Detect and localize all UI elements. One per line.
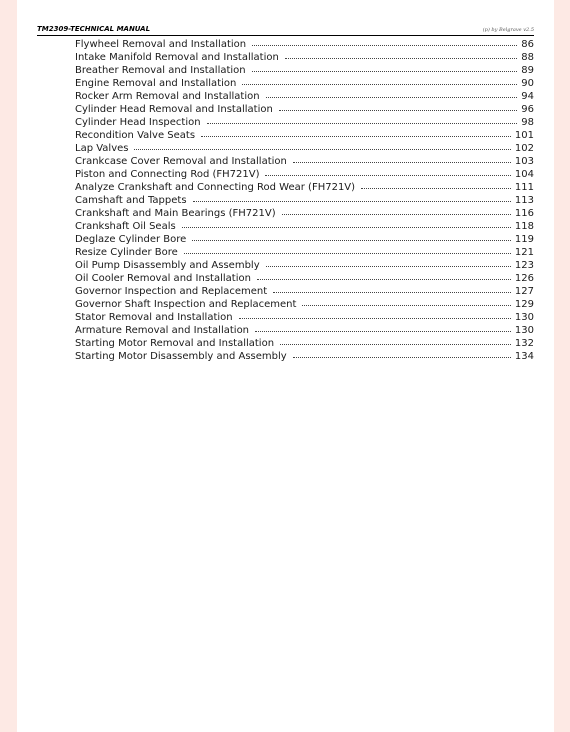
- dot-leader: [279, 101, 517, 111]
- dot-leader: [239, 309, 511, 319]
- toc-entry-title: Engine Removal and Installation: [75, 78, 237, 89]
- toc-entry-title: Governor Inspection and Replacement: [75, 286, 268, 297]
- toc-entry-page-number: 119: [514, 234, 534, 245]
- toc-entry-title: Intake Manifold Removal and Installation: [75, 52, 279, 63]
- toc-entry-page-number: 134: [514, 351, 534, 362]
- toc-entry-title: Analyze Crankshaft and Connecting Rod Wear (FH721V): [75, 182, 356, 193]
- dot-leader: [252, 62, 518, 72]
- toc-entry-page-number: 90: [521, 78, 534, 89]
- dot-leader: [255, 322, 511, 332]
- toc-entry-title: Oil Pump Disassembly and Assembly: [75, 260, 260, 271]
- toc-entry-title: Deglaze Cylinder Bore: [75, 234, 187, 245]
- toc-entry-page-number: 113: [514, 195, 534, 206]
- dot-leader: [280, 335, 511, 345]
- toc-entry-page-number: 121: [514, 247, 534, 258]
- toc-entry-page-number: 96: [521, 104, 534, 115]
- dot-leader: [273, 283, 511, 293]
- dot-leader: [193, 192, 511, 202]
- dot-leader: [293, 153, 511, 163]
- toc-entry-page-number: 127: [514, 286, 534, 297]
- dot-leader: [266, 257, 511, 267]
- toc-entry-title: Recondition Valve Seats: [75, 130, 196, 141]
- toc-entry-title: Breather Removal and Installation: [75, 65, 246, 76]
- dot-leader: [182, 218, 511, 228]
- dot-leader: [266, 88, 518, 98]
- toc-entry-page-number: 130: [514, 325, 534, 336]
- dot-leader: [201, 127, 511, 137]
- dot-leader: [257, 270, 511, 280]
- toc-entry-page-number: 123: [514, 260, 534, 271]
- toc-entry-page-number: 89: [521, 65, 534, 76]
- toc-entry-page-number: 88: [521, 52, 534, 63]
- toc-entry-page-number: 116: [514, 208, 534, 219]
- toc-entry-page-number: 132: [514, 338, 534, 349]
- toc-entry-title: Armature Removal and Installation: [75, 325, 250, 336]
- toc-entry-page-number: 103: [514, 156, 534, 167]
- toc-entry-page-number: 104: [514, 169, 534, 180]
- toc-entry-title: Cylinder Head Inspection: [75, 117, 201, 128]
- toc-entry-title: Crankshaft and Main Bearings (FH721V): [75, 208, 276, 219]
- toc-entry-title: Lap Valves: [75, 143, 129, 154]
- toc-entry-page-number: 98: [521, 117, 534, 128]
- dot-leader: [134, 140, 510, 150]
- dot-leader: [242, 75, 517, 85]
- toc-entry-page-number: 129: [514, 299, 534, 310]
- dot-leader: [252, 36, 517, 46]
- toc-entry-page-number: 111: [514, 182, 534, 193]
- toc-entry[interactable]: [75, 349, 534, 362]
- dot-leader: [207, 114, 518, 124]
- toc-entry-page-number: 101: [514, 130, 534, 141]
- toc-entry-title: Cylinder Head Removal and Installation: [75, 104, 273, 115]
- dot-leader: [285, 49, 517, 59]
- toc-entry-title: Piston and Connecting Rod (FH721V): [75, 169, 260, 180]
- toc-entry-page-number: 94: [521, 91, 534, 102]
- toc-entry-title: Crankshaft Oil Seals: [75, 221, 176, 232]
- toc-entry-title: Flywheel Removal and Installation: [75, 39, 247, 50]
- toc-entry-title: Resize Cylinder Bore: [75, 247, 178, 258]
- toc-entry-title: Starting Motor Removal and Installation: [75, 338, 275, 349]
- toc-entry-page-number: 86: [521, 39, 534, 50]
- table-of-contents: [75, 37, 534, 362]
- toc-entry-title: Governor Shaft Inspection and Replacement: [75, 299, 297, 310]
- toc-entry-page-number: 102: [514, 143, 534, 154]
- header-meta: (p) by Belgrave v2.5: [482, 27, 534, 33]
- toc-entry-page-number: 118: [514, 221, 534, 232]
- toc-entry-title: Oil Cooler Removal and Installation: [75, 273, 251, 284]
- toc-entry-page-number: 130: [514, 312, 534, 323]
- manual-page: [17, 0, 554, 732]
- toc-entry-title: Rocker Arm Removal and Installation: [75, 91, 260, 102]
- dot-leader: [265, 166, 510, 176]
- dot-leader: [302, 296, 511, 306]
- toc-entry-title: Crankcase Cover Removal and Installation: [75, 156, 287, 167]
- toc-entry-title: Stator Removal and Installation: [75, 312, 233, 323]
- toc-entry-page-number: 126: [514, 273, 534, 284]
- dot-leader: [192, 231, 511, 241]
- dot-leader: [282, 205, 511, 215]
- page-header: [37, 20, 534, 36]
- dot-leader: [184, 244, 511, 254]
- dot-leader: [361, 179, 511, 189]
- toc-entry-title: Camshaft and Tappets: [75, 195, 187, 206]
- manual-title: TM2309-TECHNICAL MANUAL: [37, 25, 151, 33]
- dot-leader: [293, 348, 511, 358]
- toc-entry-title: Starting Motor Disassembly and Assembly: [75, 351, 287, 362]
